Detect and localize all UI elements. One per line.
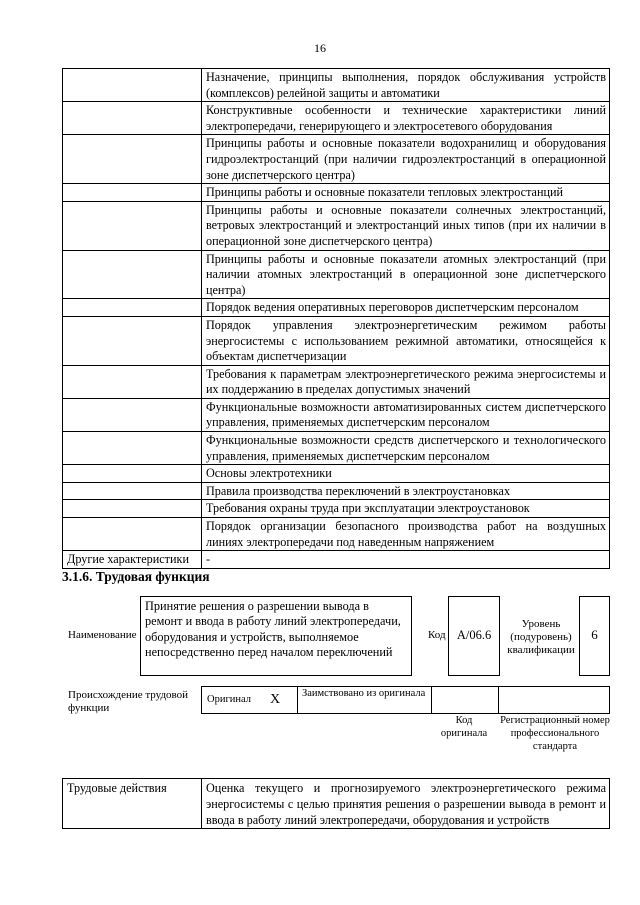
original-mark: X [270,692,281,707]
section-title: 3.1.6. Трудовая функция [62,569,210,584]
knowledge-item: Принципы работы и основные показатели тепловых электростанций [202,184,610,202]
page-number: 16 [314,41,326,55]
knowledge-item: Функциональные возможности автоматизированных систем диспетчерского управления, применяемых диспетчерским персоналом [202,398,610,431]
other-characteristics-value: - [202,551,610,569]
table-row [63,365,610,398]
qualification-level-box: 6 [579,596,610,676]
code-box: А/06.6 [448,596,500,676]
table-row [63,184,610,202]
knowledge-item: Правила производства переключений в электроустановках [202,482,610,500]
labor-action-item: Оценка текущего и прогнозируемого электроэнергетического режима энергосистемы с целью принятия решения о разрешении вывода в ремонт и ввода в работу линий электропередачи, оборудования и устройств [202,779,610,829]
function-name-box: Принятие решения о разрешении вывода в ремонт и ввода в работу линий электропередачи, оборудования и устройств, выполняемое непосредственно перед началом переключений [140,596,412,676]
knowledge-item: Назначение, принципы выполнения, порядок обслуживания устройств (комплексов) релейной защиты и автоматики [202,69,610,102]
table-row [63,779,610,829]
labor-actions-label: Трудовые действия [63,779,202,829]
naming-label: Наименование [68,629,137,641]
table-row [63,465,610,483]
original-cell [201,686,298,714]
table-row [63,398,610,431]
knowledge-item: Порядок организации безопасного производства работ на воздушных линиях электропередачи под наведенным напряжением [202,518,610,551]
reg-number-cell [498,686,610,714]
knowledge-item: Принципы работы и основные показатели водохранилищ и оборудования гидроэлектростанций (при наличии гидроэлектростанций в операционной зоне диспетчерского центра) [202,135,610,184]
knowledge-table [62,68,610,569]
origin-label: Происхождение трудовой функции [68,689,189,714]
code-label: Код [428,629,446,641]
table-row [63,69,610,102]
code-origin-label: Код оригинала [440,715,488,739]
labor-actions-table [62,778,610,829]
knowledge-item: Принципы работы и основные показатели солнечных электростанций, ветровых электростанций и электростанций иных типов (при их наличии в операционной зоне диспетчерского центра) [202,201,610,250]
table-row [63,135,610,184]
table-row [63,299,610,317]
knowledge-item: Принципы работы и основные показатели атомных электростанций (при наличии атомных электростанций в операционной зоне диспетчерского центра) [202,250,610,299]
table-row [63,201,610,250]
reg-number-label: Регистрационный номер профессионального стандарта [500,715,610,752]
code-origin-cell [431,686,499,714]
qualification-level-label: Уровень (подуровень) квалификации [507,618,575,656]
knowledge-item: Функциональные возможности средств диспетчерского и технологического управления, применяемых диспетчерским персоналом [202,432,610,465]
original-label: Оригинал [207,694,251,705]
table-row [63,102,610,135]
table-row [63,316,610,365]
knowledge-item: Порядок управления электроэнергетическим режимом работы энергосистемы с использованием режимной автоматики, относящейся к объектам диспетчеризации [202,316,610,365]
knowledge-item: Порядок ведения оперативных переговоров диспетчерским персоналом [202,299,610,317]
knowledge-item: Требования охраны труда при эксплуатации электроустановок [202,500,610,518]
other-characteristics-label: Другие характеристики [63,551,202,569]
table-row [63,250,610,299]
table-row [63,482,610,500]
table-row [63,500,610,518]
knowledge-item: Требования к параметрам электроэнергетического режима энергосистемы и их поддержанию в пределах допустимых значений [202,365,610,398]
table-row [63,432,610,465]
table-row [63,518,610,551]
borrowed-cell: Заимствовано из оригинала [297,686,432,714]
table-row [63,551,610,569]
knowledge-item: Конструктивные особенности и технические характеристики линий электропередачи, генерирующего и электросетевого оборудования [202,102,610,135]
knowledge-item: Основы электротехники [202,465,610,483]
